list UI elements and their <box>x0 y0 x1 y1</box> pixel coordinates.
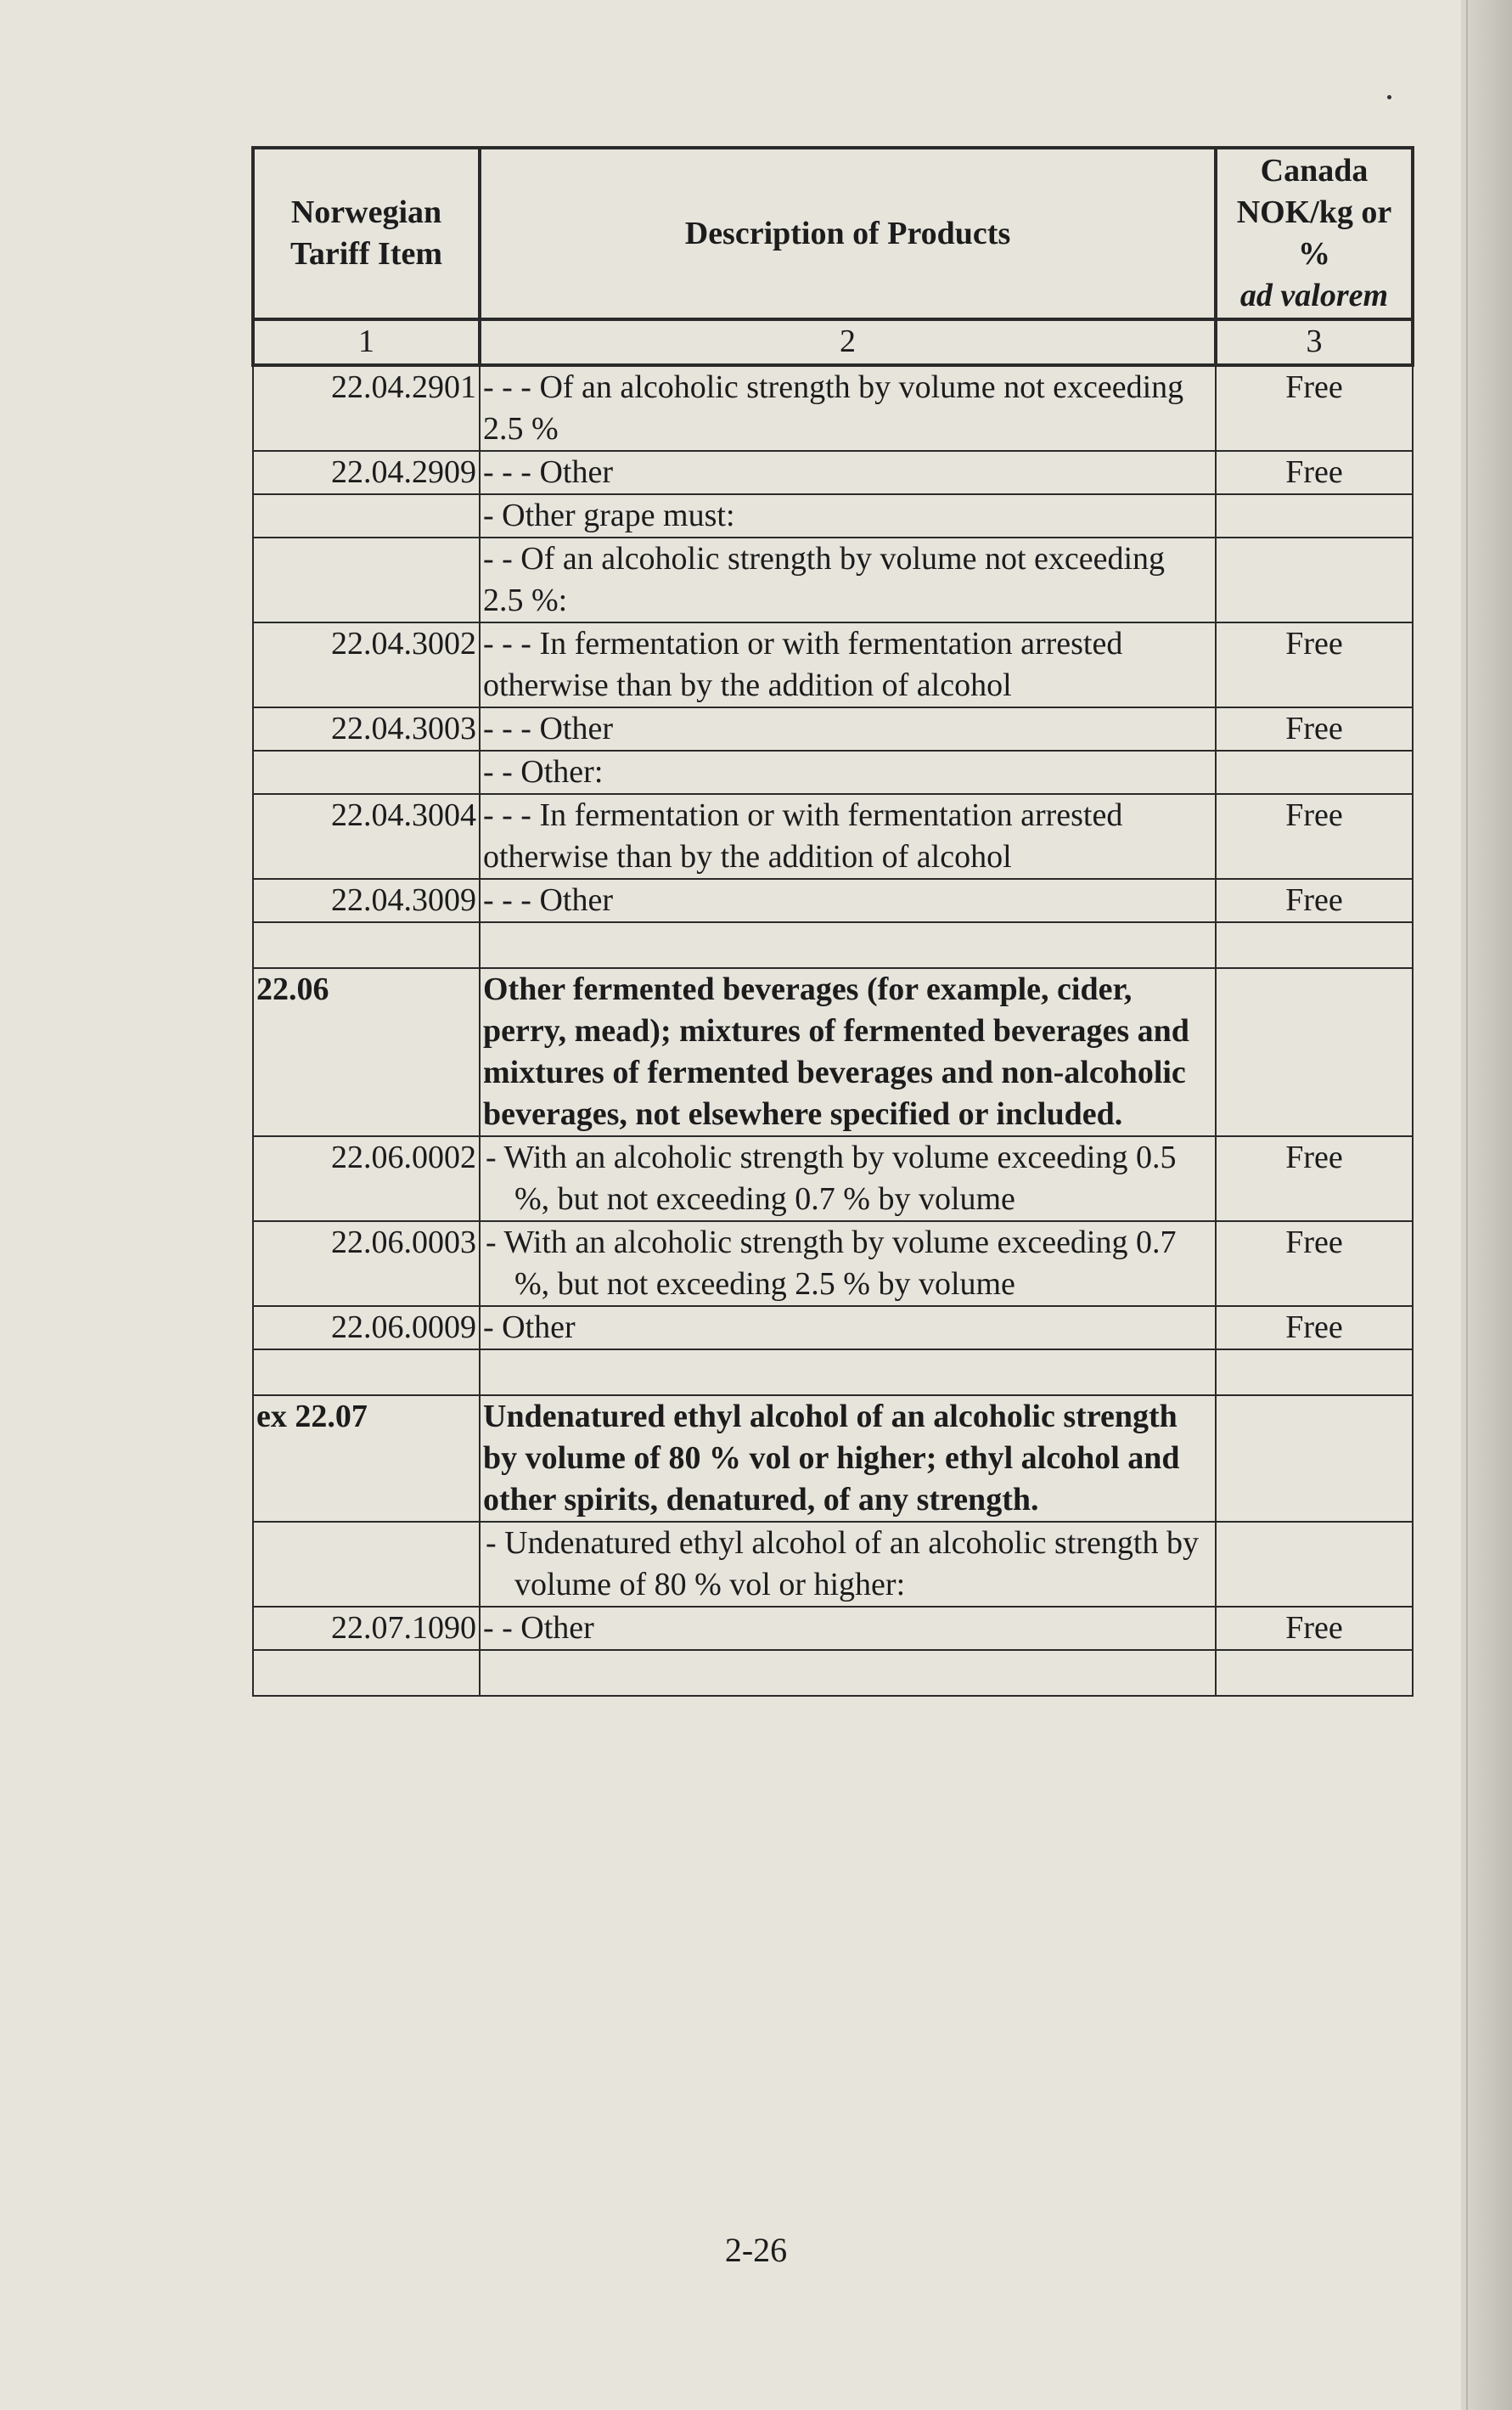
header-description: Description of Products <box>480 148 1216 319</box>
table-row <box>253 879 1413 922</box>
header-row <box>253 148 1413 319</box>
tariff-code <box>253 1349 480 1395</box>
table-row <box>253 1607 1413 1650</box>
tariff-code: 22.04.3002 <box>253 622 480 707</box>
product-description: - - Other: <box>480 751 1216 794</box>
header-canada-line4: ad valorem <box>1239 278 1389 313</box>
heading-code: ex 22.07 <box>253 1395 480 1522</box>
heading-description: Undenatured ethyl alcohol of an alcoholic strength by volume of 80 % vol or higher; ethyl alcohol and other spirits, denatured, of any strength. <box>480 1395 1216 1522</box>
tariff-code <box>253 1650 480 1696</box>
product-description <box>480 1650 1216 1696</box>
spacer-row <box>253 1650 1413 1696</box>
header-canada-line1: Canada <box>1260 153 1369 189</box>
duty-rate: Free <box>1216 1221 1413 1306</box>
product-description: - - - In fermentation or with fermentation arrested otherwise than by the addition of alcohol <box>480 622 1216 707</box>
tariff-code: 22.04.2901 <box>253 365 480 451</box>
header-canada-line3: % <box>1298 236 1330 272</box>
table-row <box>253 1306 1413 1349</box>
product-description: - - - Other <box>480 879 1216 922</box>
heading-code: 22.06 <box>253 968 480 1136</box>
duty-rate <box>1216 494 1413 538</box>
header-canada-rate <box>1216 148 1413 319</box>
tariff-code <box>253 1522 480 1607</box>
product-description: - - Other <box>480 1607 1216 1650</box>
header-canada-line2: NOK/kg or <box>1236 194 1392 230</box>
heading-row <box>253 1395 1413 1522</box>
duty-rate <box>1216 1650 1413 1696</box>
tariff-table <box>251 146 1414 1697</box>
duty-rate: Free <box>1216 794 1413 879</box>
spacer-row <box>253 922 1413 968</box>
tariff-code: 22.07.1090 <box>253 1607 480 1650</box>
page-number: 2-26 <box>724 2231 788 2269</box>
table-row <box>253 794 1413 879</box>
tariff-code: 22.06.0002 <box>253 1136 480 1221</box>
product-description: - Other <box>480 1306 1216 1349</box>
duty-rate <box>1216 1395 1413 1522</box>
tariff-code <box>253 538 480 622</box>
tariff-code: 22.06.0009 <box>253 1306 480 1349</box>
column-number-2: 2 <box>480 319 1216 365</box>
table-row <box>253 1136 1413 1221</box>
product-description: - Undenatured ethyl alcohol of an alcoholic strength by volume of 80 % vol or higher: <box>480 1522 1216 1607</box>
heading-row <box>253 968 1413 1136</box>
table-row <box>253 751 1413 794</box>
page-edge <box>1466 0 1468 2410</box>
product-description <box>480 922 1216 968</box>
duty-rate: Free <box>1216 1136 1413 1221</box>
duty-rate: Free <box>1216 1306 1413 1349</box>
column-number-row <box>253 319 1413 365</box>
tariff-code: 22.04.3004 <box>253 794 480 879</box>
tariff-code: 22.04.2909 <box>253 451 480 494</box>
tariff-code: 22.06.0003 <box>253 1221 480 1306</box>
product-description: - - - In fermentation or with fermentation arrested otherwise than by the addition of alcohol <box>480 794 1216 879</box>
duty-rate: Free <box>1216 451 1413 494</box>
product-description: - With an alcoholic strength by volume exceeding 0.7 %, but not exceeding 2.5 % by volume <box>480 1221 1216 1306</box>
table-row <box>253 707 1413 751</box>
table-row <box>253 365 1413 451</box>
spacer-row <box>253 1349 1413 1395</box>
table-row <box>253 622 1413 707</box>
duty-rate <box>1216 922 1413 968</box>
product-description: - - - Of an alcoholic strength by volume not exceeding 2.5 % <box>480 365 1216 451</box>
table-row <box>253 494 1413 538</box>
product-description: - - - Other <box>480 707 1216 751</box>
duty-rate: Free <box>1216 707 1413 751</box>
product-description: - Other grape must: <box>480 494 1216 538</box>
duty-rate <box>1216 538 1413 622</box>
header-tariff-item: Norwegian Tariff Item <box>253 148 480 319</box>
heading-description: Other fermented beverages (for example, cider, perry, mead); mixtures of fermented beverages and mixtures of fermented beverages and non-alcoholic beverages, not elsewhere specified or included. <box>480 968 1216 1136</box>
tariff-code <box>253 922 480 968</box>
product-description: - - Of an alcoholic strength by volume not exceeding 2.5 %: <box>480 538 1216 622</box>
duty-rate <box>1216 1522 1413 1607</box>
table-row <box>253 451 1413 494</box>
tariff-code <box>253 751 480 794</box>
tariff-code <box>253 494 480 538</box>
duty-rate <box>1216 751 1413 794</box>
product-description: - - - Other <box>480 451 1216 494</box>
tariff-code: 22.04.3003 <box>253 707 480 751</box>
duty-rate: Free <box>1216 879 1413 922</box>
duty-rate <box>1216 968 1413 1136</box>
table-row <box>253 538 1413 622</box>
duty-rate <box>1216 1349 1413 1395</box>
duty-rate: Free <box>1216 622 1413 707</box>
column-number-3: 3 <box>1216 319 1413 365</box>
tariff-code: 22.04.3009 <box>253 879 480 922</box>
column-number-1: 1 <box>253 319 480 365</box>
table-row <box>253 1522 1413 1607</box>
product-description <box>480 1349 1216 1395</box>
page-binding-shadow <box>1461 0 1512 2410</box>
duty-rate: Free <box>1216 365 1413 451</box>
print-speck <box>1387 95 1391 99</box>
duty-rate: Free <box>1216 1607 1413 1650</box>
product-description: - With an alcoholic strength by volume exceeding 0.5 %, but not exceeding 0.7 % by volume <box>480 1136 1216 1221</box>
table-row <box>253 1221 1413 1306</box>
